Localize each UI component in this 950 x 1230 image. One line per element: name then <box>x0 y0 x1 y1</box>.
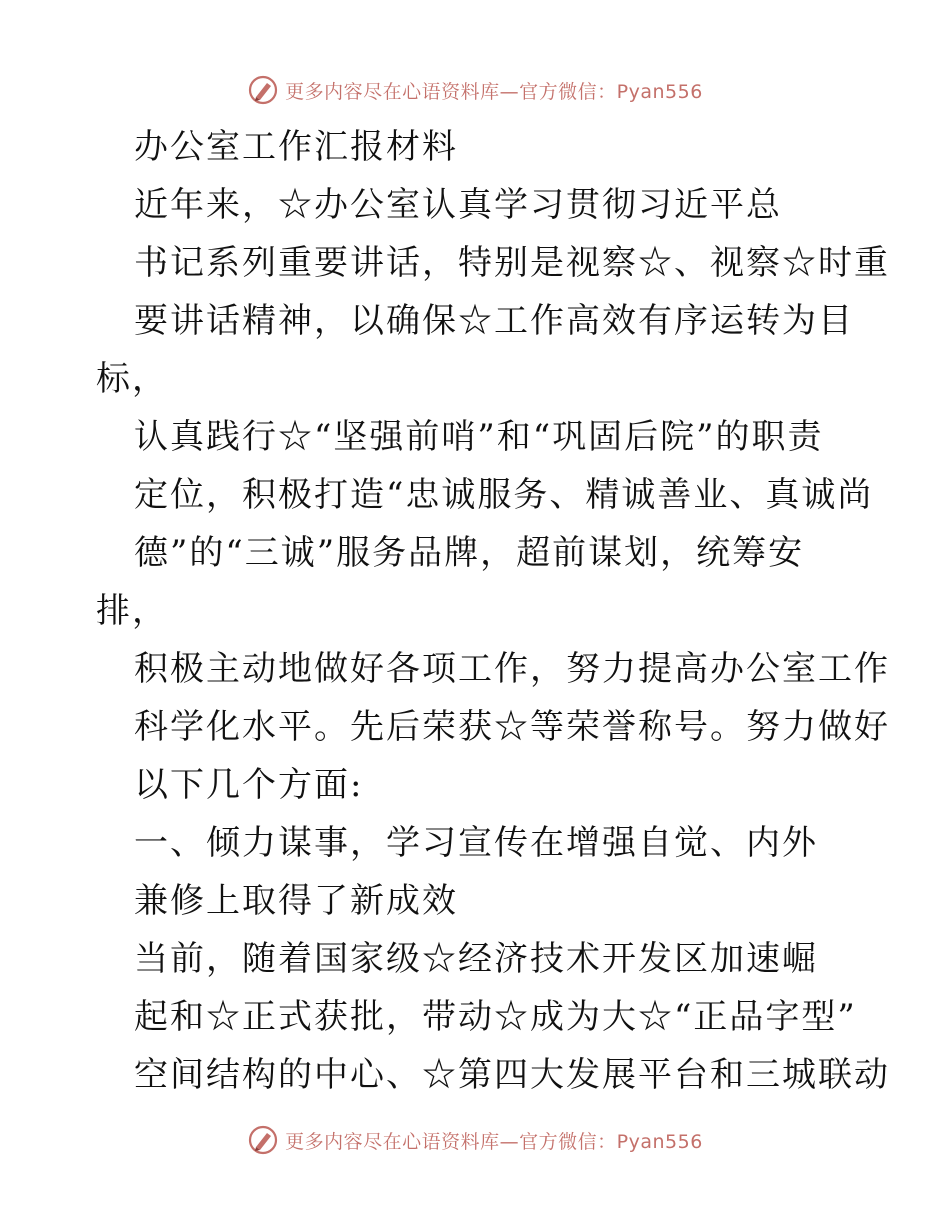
document-line: 积极主动地做好各项工作，努力提高办公室工作 <box>134 649 890 689</box>
document-line: 要讲话精神，以确保☆工作高效有序运转为目 <box>134 301 854 341</box>
document-line: 认真践行☆“坚强前哨”和“巩固后院”的职责 <box>134 417 824 457</box>
header-banner <box>0 70 950 110</box>
document-line: 当前，随着国家级☆经济技术开发区加速崛 <box>134 939 818 979</box>
document-line: 书记系列重要讲话，特别是视察☆、视察☆时重 <box>134 243 890 283</box>
document-line: 兼修上取得了新成效 <box>134 881 458 921</box>
document-line: 起和☆正式获批，带动☆成为大☆“正品字型” <box>134 997 857 1037</box>
document-line: 标， <box>96 359 168 399</box>
document-line: 定位，积极打造“忠诚服务、精诚善业、真诚尚 <box>134 475 874 515</box>
pen-logo-icon <box>247 1124 279 1156</box>
document-line: 办公室工作汇报材料 <box>134 127 458 167</box>
document-line: 科学化水平。先后荣获☆等荣誉称号。努力做好 <box>134 707 890 747</box>
document-line: 一、倾力谋事，学习宣传在增强自觉、内外 <box>134 823 818 863</box>
footer-banner-text: 更多内容尽在心语资料库—官方微信：Pyan556 <box>285 1130 703 1153</box>
pen-logo-icon <box>247 74 279 106</box>
document-line: 德”的“三诚”服务品牌，超前谋划，统筹安 <box>134 533 805 573</box>
footer-banner <box>0 1120 950 1160</box>
header-banner-text: 更多内容尽在心语资料库—官方微信：Pyan556 <box>285 80 703 103</box>
document-line: 近年来，☆办公室认真学习贯彻习近平总 <box>134 185 782 225</box>
document-line: 以下几个方面: <box>134 765 364 805</box>
document-body <box>0 118 950 1104</box>
document-line: 空间结构的中心、☆第四大发展平台和三城联动 <box>134 1055 890 1095</box>
document-line: 排， <box>96 591 168 631</box>
